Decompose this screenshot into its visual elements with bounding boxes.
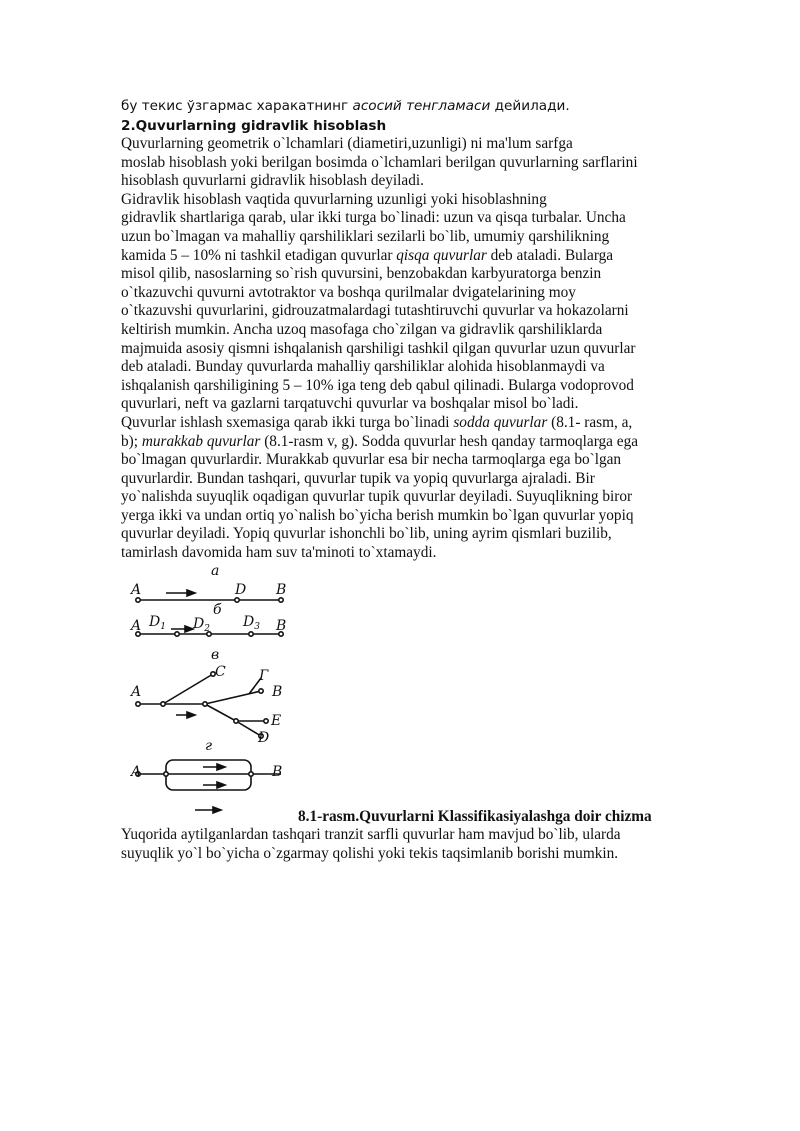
text-segment: deb ataladi. Bularga <box>486 246 614 264</box>
intro-text: бу текис ўзгармас харакатнинг <box>121 98 353 114</box>
label-D1: $D_1$ <box>149 614 166 632</box>
text-segment: o`tkazuvchi quvurni avtotraktor va boshqa qurilmalar dvigatelarining moy <box>121 283 576 301</box>
text-segment: moslab hisoblash yoki berilgan bosimda o`lchamlari berilgan quvurlarning sarflarini <box>121 153 638 171</box>
diagram-v-branched-pipe <box>136 672 268 738</box>
text-segment: (8.1- rasm, a, <box>547 413 633 431</box>
text-line <box>121 377 669 396</box>
flow-arrow-icon <box>213 807 221 813</box>
text-line <box>121 284 669 303</box>
flow-arrow-icon <box>187 712 195 718</box>
text-line <box>121 228 669 247</box>
flow-arrow-icon <box>185 626 193 632</box>
label-D3: $D_3$ <box>243 614 260 632</box>
text-segment: ishqalanish qarshiligining 5 – 10% iga teng deb qabul qilinadi. Bularga vodoprovod <box>121 376 634 394</box>
text-line <box>121 247 669 266</box>
intro-text-end: дейилади. <box>490 98 570 114</box>
text-segment: uzun bo`lmagan va mahalliy qarshiliklari sezilarli bo`lib, umumiy qarshilikning <box>121 227 610 245</box>
text-line <box>121 507 669 526</box>
text-line <box>121 544 669 563</box>
label-g: г <box>205 738 213 754</box>
text-segment: tamirlash davomida ham suv ta'minoti to`xtamaydi. <box>121 544 437 562</box>
text-line <box>121 302 669 321</box>
text-segment: hisoblash quvurlarni gidravlik hisoblash deyiladi. <box>121 172 424 190</box>
text-line <box>121 488 669 507</box>
label-B: B <box>276 582 287 598</box>
text-segment: yo`nalishda suyuqlik oqadigan quvurlar tupik quvurlar deyiladi. Suyuqlikning biror <box>121 488 633 506</box>
text-line <box>121 451 669 470</box>
italic-term: murakkab quvurlar <box>141 432 261 450</box>
label-B: B <box>272 764 283 780</box>
flow-arrow-icon <box>217 782 225 788</box>
label-b: б <box>213 602 222 618</box>
text-segment: quvurlar deyiladi. Yopiq quvurlar ishonchli bo`lib, uning ayrim qismlari buzilib, <box>121 525 612 543</box>
figure-caption: 8.1-rasm.Quvurlarni Klassifikasiyalashga doir chizma <box>298 808 652 825</box>
label-G: Г <box>259 668 269 684</box>
label-B: B <box>272 684 283 700</box>
italic-term: sodda quvurlar <box>453 413 548 431</box>
label-D: D <box>258 730 270 746</box>
body-paragraphs <box>121 135 669 563</box>
label-D: D <box>235 582 247 598</box>
text-segment: quvurlari, neft va gazlarni tarqatuvchi quvurlar va boshqalar misol bo`ladi. <box>121 395 579 413</box>
text-line <box>121 209 669 228</box>
text-line <box>121 433 669 452</box>
text-line: Yuqorida aytilganlardan tashqari tranzit sarfli quvurlar ham mavjud bo`lib, ularda <box>121 826 621 843</box>
text-line: suyuqlik yo`l bo`yicha o`zgarmay qolishi yoki tekis taqsimlanib borishi mumkin. <box>121 844 619 862</box>
text-segment: deb ataladi. Bunday quvurlarda mahalliy qarshiliklar alohida hisoblanmaydi va <box>121 358 605 376</box>
text-segment: kamida 5 – 10% ni tashkil etadigan quvurlar <box>121 246 397 264</box>
text-line <box>121 395 669 414</box>
text-segment: Quvurlar ishlash sxemasiga qarab ikki turga bo`linadi <box>121 413 454 431</box>
closing-paragraph <box>121 826 681 863</box>
intro-line <box>121 97 570 115</box>
text-line <box>121 172 669 191</box>
label-A: A <box>131 582 142 598</box>
text-segment: bo`lmagan quvurlardir. Murakkab quvurlar esa bir necha tarmoqlarga ega bo`lgan <box>121 451 622 469</box>
flow-arrow-icon <box>217 764 225 770</box>
text-segment: (8.1-rasm v, g). Sodda quvurlar hesh qanday tarmoqlarga ega <box>260 432 639 450</box>
text-segment: quvurlardir. Bundan tashqari, quvurlar tupik va yopiq quvurlarga ajraladi. Bir <box>121 469 595 487</box>
text-line <box>121 154 669 173</box>
label-A: A <box>131 684 142 700</box>
italic-term: qisqa quvurlar <box>396 246 487 264</box>
text-line <box>121 321 669 340</box>
diagram-g-closed-loop-pipe <box>136 760 281 813</box>
text-segment: yerga ikki va undan ortiq yo`nalish bo`yicha berish mumkin bo`lgan quvurlar yopiq <box>121 506 634 524</box>
label-E: E <box>271 713 282 729</box>
section-heading: 2.Quvurlarning gidravlik hisoblash <box>121 118 387 134</box>
text-segment: misol qilib, nasoslarning so`rish quvursini, benzobakdan karbyuratorga benzin <box>121 265 602 283</box>
label-a: a <box>211 564 220 579</box>
text-segment: o`tkazuvshi quvurlarini, gidrouzatmalardagi tutashtiruvchi quvurlar va hokazolarni <box>121 302 629 320</box>
text-line <box>121 340 669 359</box>
text-line <box>121 525 669 544</box>
text-segment: majmuida asosiy qismni ishqalanish qarshiligi tashkil qilgan quvurlar uzun quvurlar <box>121 339 636 357</box>
text-line <box>121 135 669 154</box>
label-C: C <box>215 664 226 680</box>
label-B: B <box>276 618 287 634</box>
text-line <box>121 191 669 210</box>
text-line <box>121 358 669 377</box>
flow-arrow-icon <box>187 590 195 596</box>
text-segment: gidravlik shartlariga qarab, ular ikki turga bo`linadi: uzun va qisqa turbalar. Uncha <box>121 209 626 227</box>
diagram-a-simple-pipe <box>136 590 283 602</box>
label-v: в <box>211 647 220 663</box>
text-segment: keltirish mumkin. Ancha uzoq masofaga cho`zilgan va gidravlik qarshiliklarda <box>121 320 603 338</box>
label-D2: $D_2$ <box>193 616 210 634</box>
text-segment: b); <box>121 432 142 450</box>
text-segment: Quvurlarning geometrik o`lchamlari (diametiri,uzunligi) ni ma'lum sarfga <box>121 135 573 152</box>
label-A: A <box>131 618 142 634</box>
pipe-classification-figure <box>121 564 296 819</box>
text-line <box>121 265 669 284</box>
text-line <box>121 470 669 489</box>
label-A: A <box>131 764 142 780</box>
intro-italic-term: асосий тенгламаси <box>352 98 491 114</box>
text-line <box>121 414 669 433</box>
text-segment: Gidravlik hisoblash vaqtida quvurlarning uzunligi yoki hisoblashning <box>121 190 547 208</box>
